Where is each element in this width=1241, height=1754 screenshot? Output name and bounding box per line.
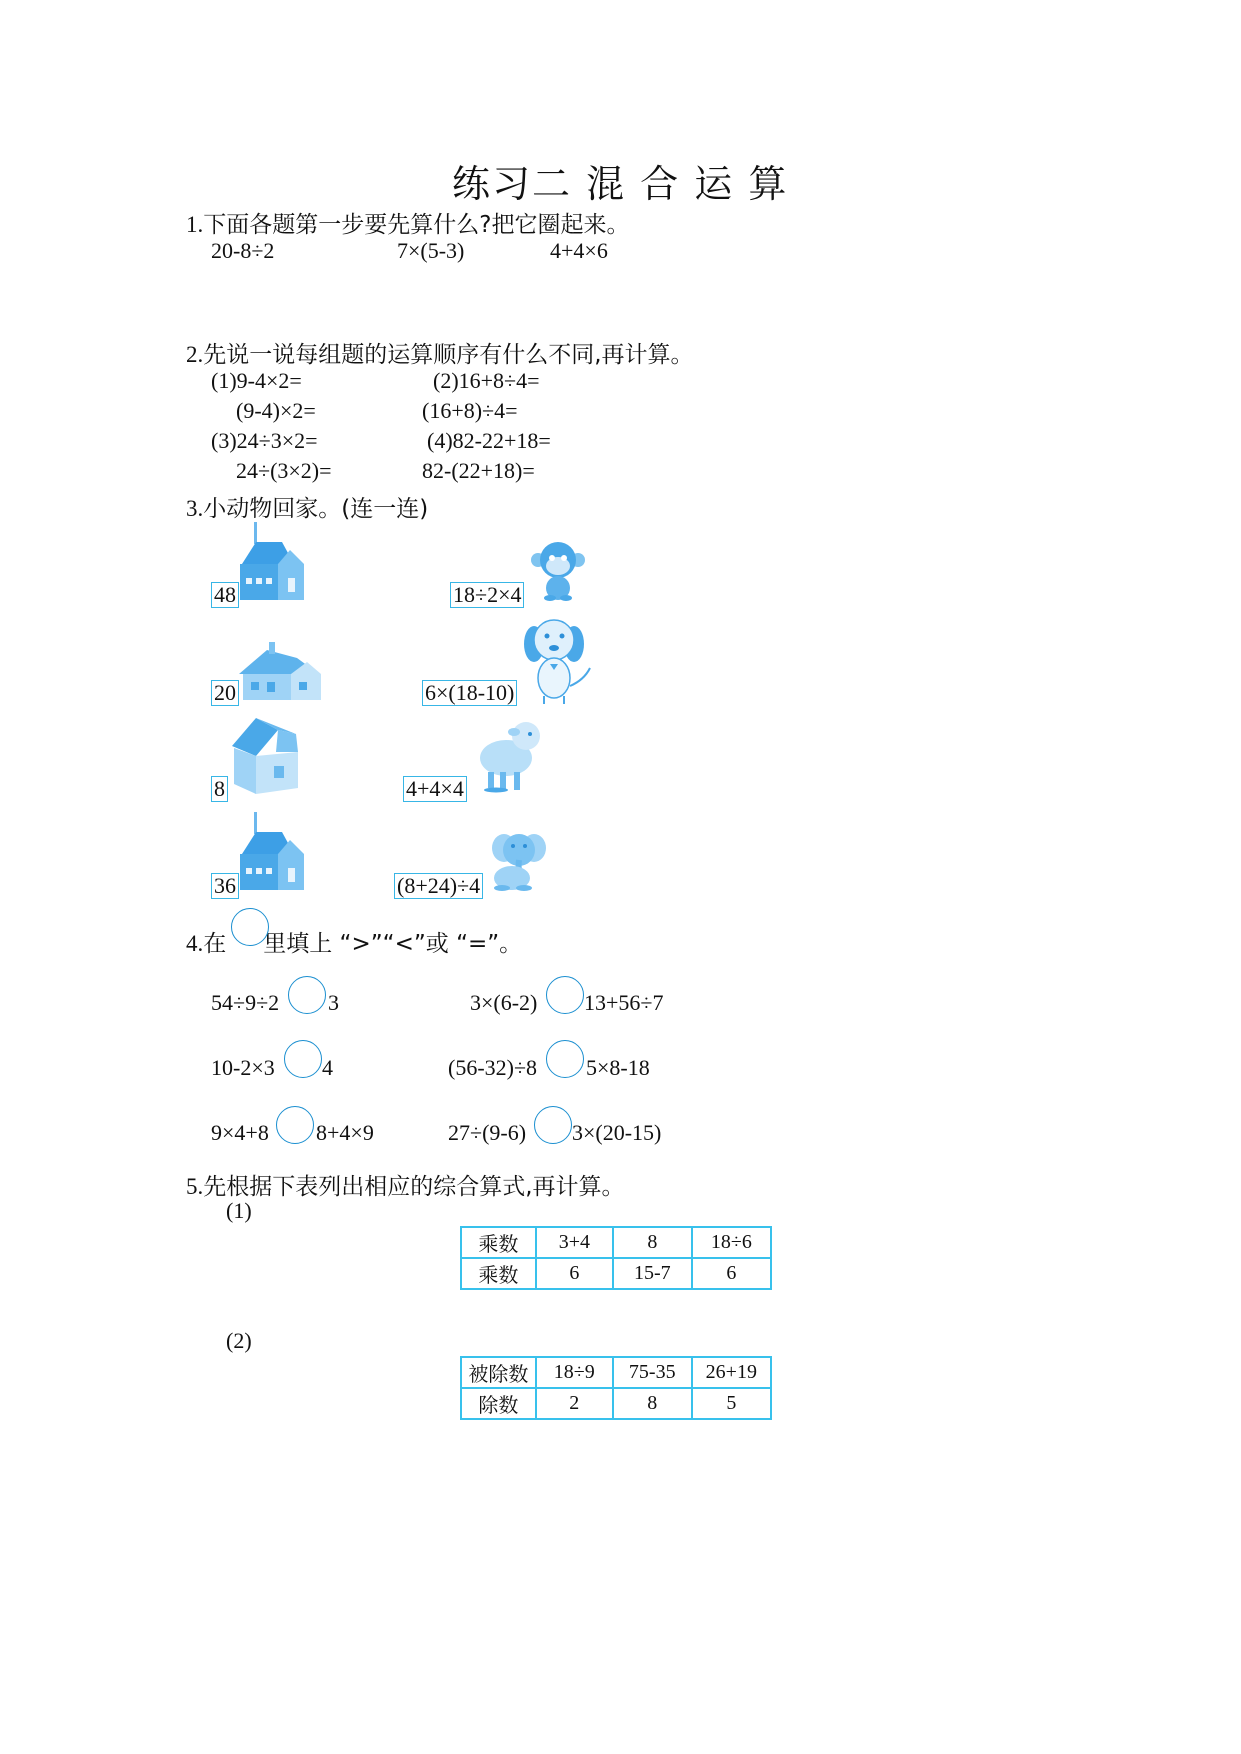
animal-expression[interactable]: (8+24)÷4 [394, 873, 483, 899]
expression: 7×(5-3) [397, 238, 465, 263]
house-number[interactable]: 20 [211, 680, 239, 706]
house-box-icon [226, 712, 302, 798]
animal-expression[interactable]: 6×(18-10) [422, 680, 517, 706]
equation: (2)16+8÷4= [433, 368, 540, 393]
monkey-icon [530, 540, 586, 602]
equation: (4)82-22+18= [427, 428, 551, 453]
question-number: 5. [186, 1174, 204, 1199]
animal-expression[interactable]: 18÷2×4 [450, 582, 524, 608]
question-text: 先说一说每组题的运算顺序有什么不同,再计算。 [203, 342, 694, 368]
table-cell: 除数 [461, 1388, 536, 1419]
question-5 [186, 1168, 625, 1201]
question-text-before: 在 [203, 931, 227, 957]
table-cell: 15-7 [613, 1258, 692, 1289]
equation: 24÷(3×2)= [236, 458, 332, 483]
equation: 82-(22+18)= [422, 458, 535, 483]
part-label: (1) [226, 1198, 252, 1223]
compare-right-b: 5×8-18 [586, 1055, 650, 1080]
question-number: 1. [186, 212, 204, 237]
expression: 4+4×6 [550, 238, 608, 263]
sample-circle [231, 908, 269, 946]
question-number: 3. [186, 496, 204, 521]
house-church-icon [232, 520, 310, 602]
table-cell: 2 [536, 1388, 613, 1419]
table-row [461, 1388, 771, 1419]
table-cell: 26+19 [692, 1357, 771, 1388]
question-1 [186, 206, 629, 239]
expression: 20-8÷2 [211, 238, 275, 263]
sheep-icon [474, 718, 546, 794]
table-cell: 8 [613, 1227, 692, 1258]
table-cell: 乘数 [461, 1227, 536, 1258]
table-row [461, 1357, 771, 1388]
compare-right-a: 27÷(9-6) [448, 1120, 527, 1145]
table-cell: 6 [536, 1258, 613, 1289]
compare-left-b: 3 [328, 990, 339, 1015]
animal-expression[interactable]: 4+4×4 [403, 776, 467, 802]
table-cell: 乘数 [461, 1258, 536, 1289]
question-text: 小动物回家。(连一连) [203, 496, 429, 522]
compare-right-a: 3×(6-2) [470, 990, 538, 1015]
compare-right-b: 13+56÷7 [584, 990, 664, 1015]
house-cottage-icon [233, 640, 325, 704]
table-cell: 18÷9 [536, 1357, 613, 1388]
table-cell: 8 [613, 1388, 692, 1419]
table-cell: 75-35 [613, 1357, 692, 1388]
table-division [460, 1356, 772, 1420]
question-number: 4. [186, 931, 204, 956]
elephant-icon [488, 826, 550, 892]
answer-circle[interactable] [276, 1106, 314, 1144]
table-cell: 6 [692, 1258, 771, 1289]
equation: (1)9-4×2= [211, 368, 302, 393]
table-multipliers [460, 1226, 772, 1290]
answer-circle[interactable] [534, 1106, 572, 1144]
compare-left-b: 8+4×9 [316, 1120, 374, 1145]
house-number[interactable]: 36 [211, 873, 239, 899]
table-cell: 3+4 [536, 1227, 613, 1258]
question-3 [186, 490, 428, 523]
table-cell: 18÷6 [692, 1227, 771, 1258]
house-number[interactable]: 48 [211, 582, 239, 608]
compare-left-a: 10-2×3 [211, 1055, 275, 1080]
question-text-after: 里填上 “>”“<”或 “=”。 [263, 931, 523, 957]
compare-left-a: 9×4+8 [211, 1120, 269, 1145]
compare-right-a: (56-32)÷8 [448, 1055, 538, 1080]
question-text: 下面各题第一步要先算什么?把它圈起来。 [203, 212, 630, 238]
answer-circle[interactable] [546, 976, 584, 1014]
answer-circle[interactable] [284, 1040, 322, 1078]
page-title: 练习二 混 合 运 算 [452, 162, 789, 206]
compare-left-a: 54÷9÷2 [211, 990, 280, 1015]
house-church-icon [232, 810, 310, 892]
equation: (16+8)÷4= [422, 398, 518, 423]
house-number[interactable]: 8 [211, 776, 228, 802]
table-row [461, 1258, 771, 1289]
answer-circle[interactable] [288, 976, 326, 1014]
question-number: 2. [186, 342, 204, 367]
part-label: (2) [226, 1328, 252, 1353]
question-text: 先根据下表列出相应的综合算式,再计算。 [203, 1174, 625, 1200]
equation: (9-4)×2= [236, 398, 316, 423]
answer-circle[interactable] [546, 1040, 584, 1078]
table-cell: 5 [692, 1388, 771, 1419]
table-cell: 被除数 [461, 1357, 536, 1388]
question-2 [186, 336, 694, 369]
equation: (3)24÷3×2= [211, 428, 318, 453]
compare-left-b: 4 [322, 1055, 333, 1080]
table-row [461, 1227, 771, 1258]
dog-icon [520, 616, 596, 706]
compare-right-b: 3×(20-15) [572, 1120, 662, 1145]
